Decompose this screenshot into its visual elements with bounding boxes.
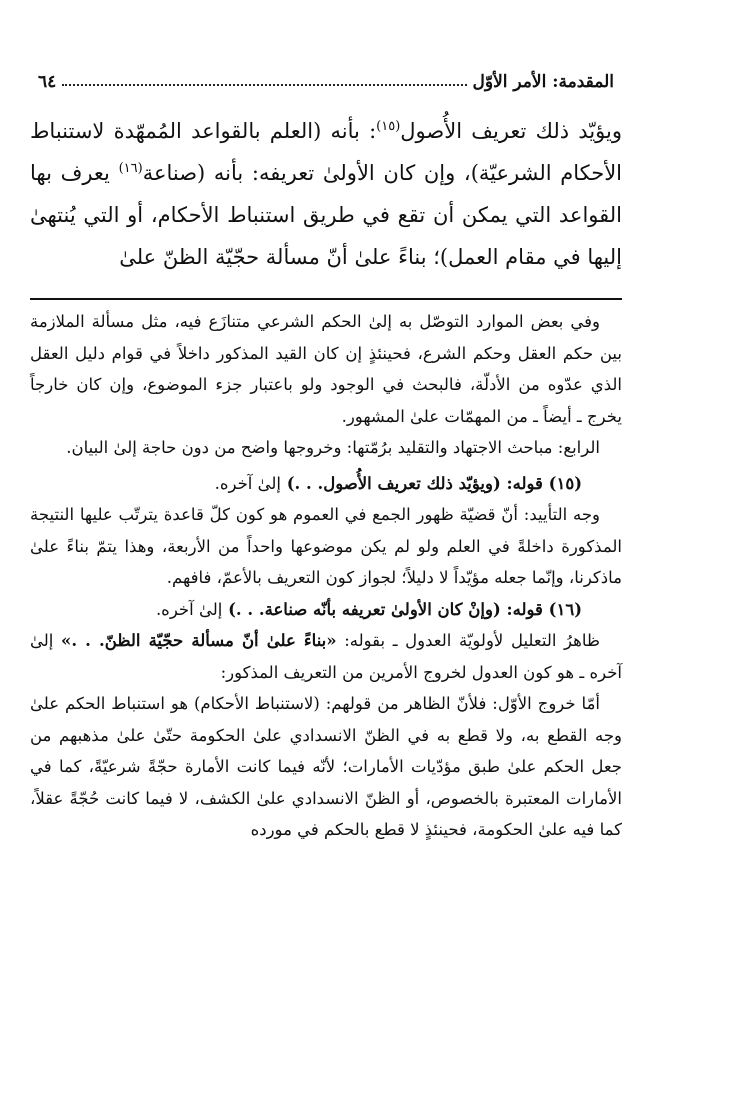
main-text-part-1: ويؤيّد ذلك تعريف الأُصول [400, 119, 622, 143]
footnote-ref-15: (١٥) [376, 119, 401, 134]
note-15-quote: (ويؤيّد ذلك تعريف الأُصول. . .) [286, 473, 501, 493]
note-15-heading [30, 468, 622, 500]
note-16-heading [30, 594, 622, 626]
main-text-part-3: يعرف بها القواعد التي يمكن أن تقع في طريق استنباط الأحكام، أو التي يُنتهىٰ إليها في مقام العمل)؛ بناءً علىٰ أنّ مسألة حجّيّة الظنّ علىٰ [30, 161, 622, 269]
main-paragraph [30, 110, 622, 278]
note-16-label: (١٦) قوله: [506, 599, 582, 619]
dotted-leader [62, 84, 466, 86]
running-head [30, 66, 622, 92]
footnote-paragraph [30, 625, 622, 688]
footnotes [30, 306, 622, 846]
note-15-label: (١٥) قوله: [506, 473, 582, 493]
note-16-quote: (وإنْ كان الأولىٰ تعريفه بأنّه صناعة. . .) [228, 599, 501, 619]
page-number: ٦٤ [38, 72, 57, 92]
footnote-separator [30, 298, 622, 300]
note-16-tail: إلىٰ آخره. [155, 599, 223, 619]
section-title: المقدمة: الأمر الأوّل [472, 72, 614, 92]
main-text-part-2: : بأنه (العلم بالقواعد المُمهّدة لاستنباط الأحكام الشرعيّة)، وإن كان الأولىٰ تعريفه: بأنه (صناعة [30, 119, 623, 185]
footnote-paragraph: أمّا خروج الأوّل: فلأنّ الظاهر من قولهم: (لاستنباط الأحكام) هو استنباط الحكم علىٰ وجه القطع به، ولا قطع به في الظنّ الانسدادي علىٰ الحكومة حتّىٰ علىٰ مذهبهم من جعل الحكم علىٰ طبق مؤدّيات الأمارات؛ لأنّه فيما كانت الأمارة حجّةً شرعيّةً، كما في الأمارات المعتبرة بالخصوص، أو الظنّ الانسدادي علىٰ الكشف، لا فيما كانت حُجّةً عقلاً، كما فيه علىٰ الحكومة، فحينئذٍ لا قطع بالحكم في مورده [30, 694, 622, 839]
footnote-paragraph: الرابع: مباحث الاجتهاد والتقليد برُمّتها: وخروجها واضح من دون حاجة إلىٰ البيان. [66, 438, 600, 457]
footnote-ref-16: (١٦) [118, 161, 143, 176]
p4-start: ظاهرُ التعليل لأولويّة العدول ـ بقوله: [344, 631, 601, 650]
main-text [30, 110, 622, 278]
p4-end: إلىٰ آخره ـ هو كون العدول لخروج الأمرين من التعريف المذكور: [30, 631, 622, 682]
footnote-paragraph: وفي بعض الموارد التوصّل به إلىٰ الحكم الشرعي متنازَع فيه، مثل مسألة الملازمة بين حكم العقل وحكم الشرع، فحينئذٍ إن كان القيد المذكور داخلاً في قوام دليل العقل الذي عدّوه من الأدلّة، فالبحث في الوجود ولو باعتبار جزء الموضوع، وإن كان خارجاً يخرج ـ أيضاً ـ من المهمّات علىٰ المشهور. [30, 312, 622, 426]
footnote-paragraph: وجه التأييد: أنّ قضيّة ظهور الجمع في العموم هو كون كلّ قاعدة يترتّب عليها النتيجة المذكورة داخلةً في العلم ولو لم يكن موضوعها واحداً من الأربعة، وهذا يتمّ بناءً علىٰ ماذكرنا، وإنّما جعله مؤيّداً لا دليلاً؛ لجواز كون التعريف بالأعمّ، فافهم. [30, 505, 622, 587]
note-15-tail: إلىٰ آخره. [214, 473, 281, 493]
p4-quote: «بناءً علىٰ أنّ مسألة حجّيّة الظنّ. . .» [61, 631, 337, 650]
